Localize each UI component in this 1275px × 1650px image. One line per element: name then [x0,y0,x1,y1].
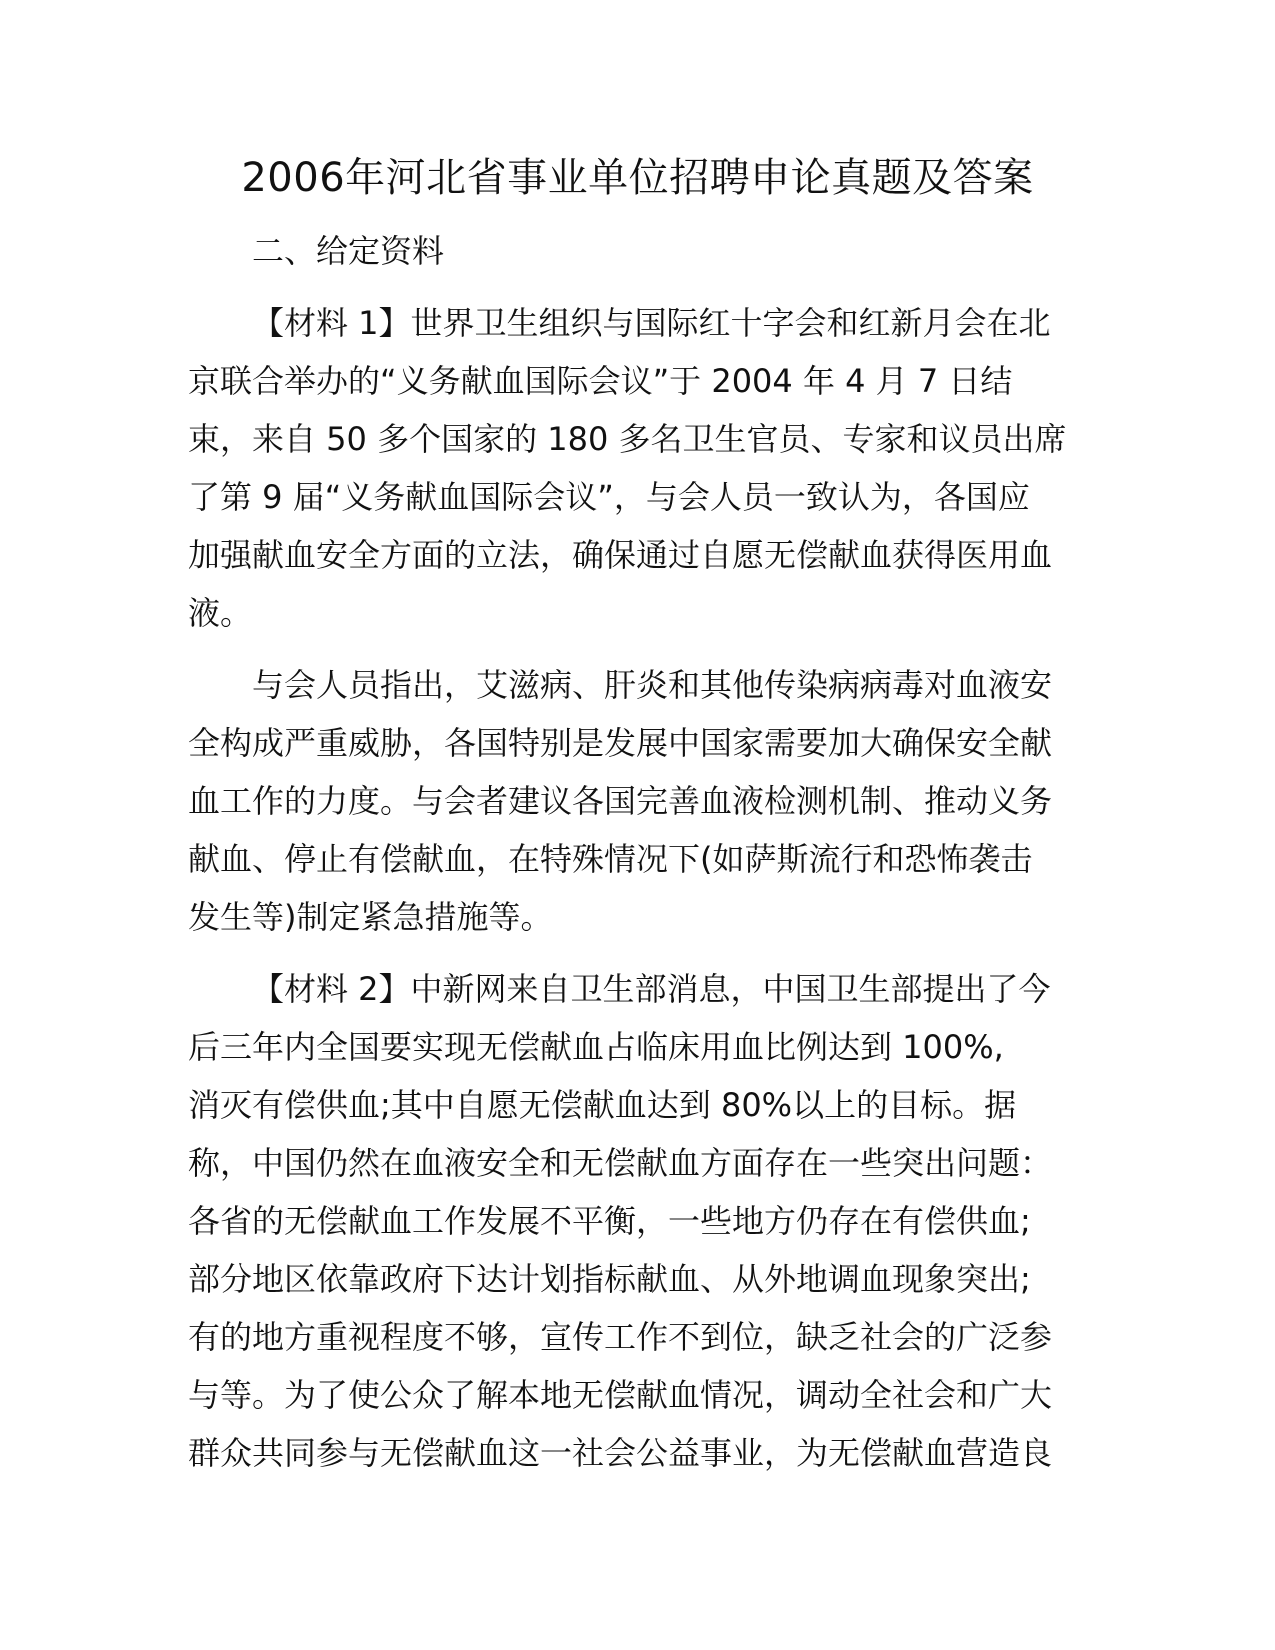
text-line: 消灭有偿供血;其中自愿无偿献血达到 80%以上的目标。据 [188,1086,1017,1124]
paragraph-material-2 [188,960,1088,1482]
text-line: 加强献血安全方面的立法，确保通过自愿无偿献血获得医用血 [188,536,1053,574]
text-line: 称，中国仍然在血液安全和无偿献血方面存在一些突出问题： [188,1144,1053,1182]
text-line: 与等。为了使公众了解本地无偿献血情况，调动全社会和广大 [188,1376,1053,1414]
text-line: 与会人员指出，艾滋病、肝炎和其他传染病病毒对血液安 [252,666,1053,704]
text-line: 有的地方重视程度不够，宣传工作不到位，缺乏社会的广泛参 [188,1318,1053,1356]
text-line: 后三年内全国要实现无偿献血占临床用血比例达到 100%, [188,1028,1004,1066]
paragraph-material-1 [188,294,1088,642]
section-heading: 二、给定资料 [252,232,445,270]
text-line: 献血、停止有偿献血，在特殊情况下(如萨斯流行和恐怖袭击 [188,840,1033,878]
document-title: 2006年河北省事业单位招聘申论真题及答案 [241,155,1034,201]
text-line: 液。 [188,594,253,632]
paragraph-material-1-continued [188,656,1088,946]
text-line: 各省的无偿献血工作发展不平衡，一些地方仍存在有偿供血; [188,1202,1031,1240]
text-line: 【材料 1】世界卫生组织与国际红十字会和红新月会在北 [252,304,1051,342]
document-body [188,222,1088,1496]
text-line: 束，来自 50 多个国家的 180 多名卫生官员、专家和议员出席 [188,420,1067,458]
text-line: 了第 9 届“义务献血国际会议”，与会人员一致认为，各国应 [188,478,1030,516]
text-line: 全构成严重威胁，各国特别是发展中国家需要加大确保安全献 [188,724,1053,762]
text-line: 【材料 2】中新网来自卫生部消息，中国卫生部提出了今 [252,970,1051,1008]
text-line: 血工作的力度。与会者建议各国完善血液检测机制、推动义务 [188,782,1053,820]
text-line: 部分地区依靠政府下达计划指标献血、从外地调血现象突出; [188,1260,1031,1298]
text-line: 群众共同参与无偿献血这一社会公益事业，为无偿献血营造良 [188,1434,1053,1472]
text-line: 发生等)制定紧急措施等。 [188,898,553,936]
text-line: 京联合举办的“义务献血国际会议”于 2004 年 4 月 7 日结 [188,362,1013,400]
